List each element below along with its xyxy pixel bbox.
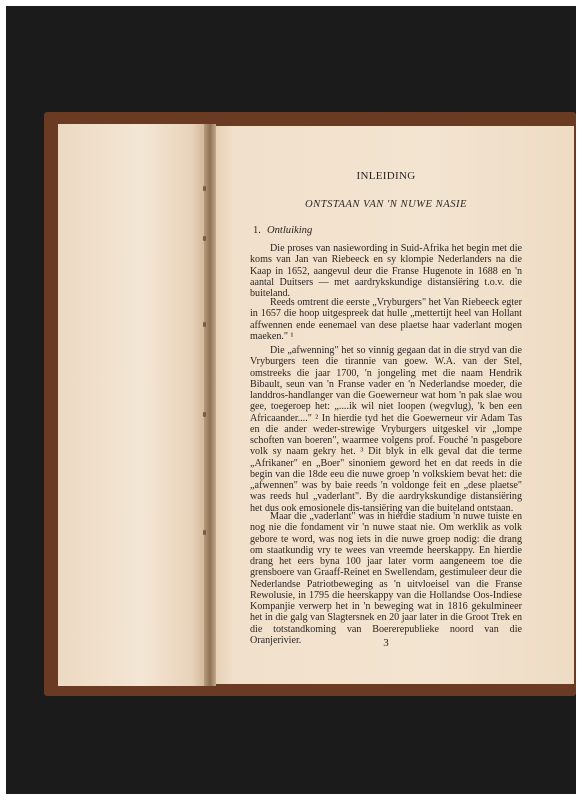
book-gutter: [204, 124, 216, 686]
section-title: Ontluiking: [266, 225, 313, 236]
binding-stitch: [203, 322, 206, 327]
section-heading: [253, 225, 312, 236]
chapter-heading: INLEIDING: [356, 170, 416, 182]
binding-stitch: [203, 412, 206, 417]
paragraph-2: Reeds omtrent die eerste „Vryburgers" het Van Riebeeck egter in 1657 die hoop uitgespreek dat hulle „mettertijt heel van Hollant affwennen ende eenemael van dese plaetse haar vaderlant mogen maeken." ¹: [250, 297, 522, 342]
paragraph-3: Die „afwenning" het so vinnig gegaan dat in die stryd van die Vryburgers teen die tirannie van goew. W.A. van der Stel, omstreeks die jaar 1700, 'n jongeling met die naam Hendrik Bibault, seun van 'n Franse vader en 'n Nederlandse moeder, die landdros-handlanger van die Goewerneur wat hom 'n pak slae wou gee, toegeroep het: „....ik wil niet loopen (wegvlug), 'k ben een Africaander...." ² In hierdie tyd het die Goewerneur vir Adam Tas en die ander weder-strewige Vryburgers uitgeskel vir „lompe schoften van boeren", waarmee volgens prof. Fouché 'n pasgebore volk sy naam gekry het. ³ Dit blyk in elk geval dat die terme „Afrikaner" en „Boer" sinoniem geword het en dat reeds in die begin van die 18de eeu die nuwe groep 'n volkskiem bevat het: die „afwennen" was by baie reeds 'n voldonge feit en „dese plaetse" was reeds hul „vaderlant". By die aardrykskundige distansiëring het dus ook emosionele dis-tansiëring van die buiteland ontstaan.: [250, 345, 522, 514]
binding-stitch: [203, 236, 206, 241]
paragraph-4: Maar die „vaderlant" was in hierdie stadium 'n nuwe tuiste en nog nie die fondament vir 'n nuwe staat nie. Om werklik as volk gebore te word, was nog iets in die nuwe groep nodig: die drang om staatkundig vry te wees van vreemde heerskappy. En hierdie drang het eers byna 100 jaar later vorm aangeneem toe die grensboere van Graaff-Reinet en Swellendam, gestimuleer deur die Nederlandse Patriotbeweging as 'n uitvloeisel van die Franse Rewolusie, in 1795 die heerskappy van die Hollandse Oos-Indiese Kompanjie verwerp het in 'n beweging wat in 1816 gekulmineer het in die galg van Slagtersnek en 20 jaar later in die Groot Trek en die totstandkoming van Boererepublieke noord van die Oranjerivier.: [250, 511, 522, 646]
paragraph-1: Die proses van nasiewording in Suid-Afrika het begin met die koms van Jan van Riebeeck en sy klompie Nederlanders na die Kaap in 1652, aangevul deur die Franse Hugenote in 1688 en 'n aantal Duitsers — met aardrykskundige distansiëring t.o.v. die buiteland.: [250, 243, 522, 299]
left-page: [58, 124, 210, 686]
binding-stitch: [203, 186, 206, 191]
chapter-subtitle: ONTSTAAN VAN 'N NUWE NASIE: [304, 199, 467, 210]
binding-stitch: [203, 530, 206, 535]
page-number: 3: [383, 637, 389, 649]
section-number: 1.: [253, 225, 261, 236]
